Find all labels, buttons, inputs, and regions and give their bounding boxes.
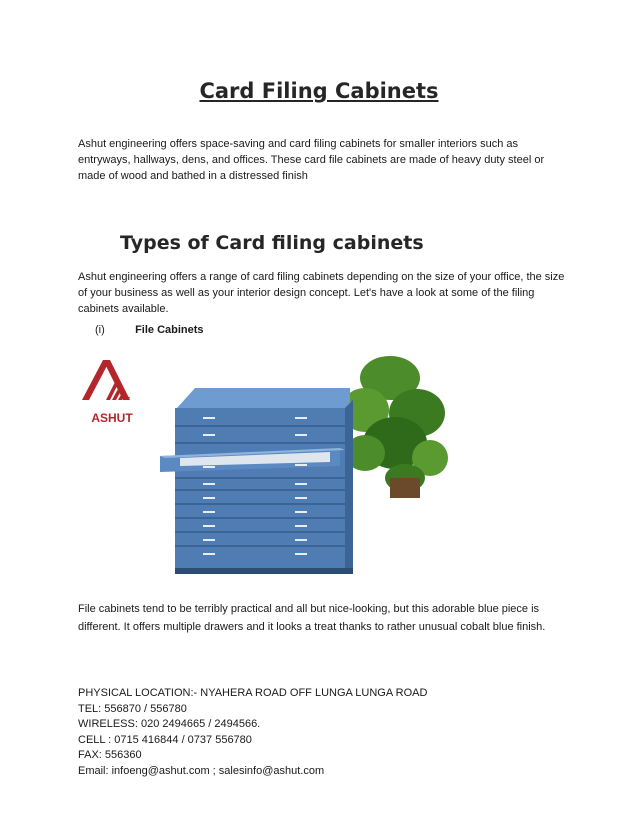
- contact-cell: CELL : 0715 416844 / 0737 556780: [78, 733, 252, 746]
- plant-icon: [341, 356, 448, 498]
- page-title: Card Filing Cabinets: [199, 79, 439, 103]
- contact-fax: FAX: 556360: [78, 749, 142, 762]
- contact-email[interactable]: Email: infoeng@ashut.com ; salesinfo@ashut.com: [78, 764, 325, 777]
- intro-paragraph: Ashut engineering offers space-saving and card filing cabinets for smaller interiors such as entryways, hallways, dens, and offices. These card file cabinets are made of heavy duty steel or made of wood and bathed in a distressed finish: [78, 138, 545, 182]
- contact-location: PHYSICAL LOCATION:- NYAHERA ROAD OFF LUNGA LUNGA ROAD: [78, 687, 428, 699]
- list-number: (i): [95, 324, 105, 336]
- list-label: File Cabinets: [135, 324, 204, 336]
- ashut-logo: [78, 356, 148, 428]
- contact-tel: TEL: 556870 / 556780: [78, 702, 187, 715]
- file-cabinet-image: [155, 338, 455, 598]
- contact-block: [78, 686, 427, 780]
- types-intro-paragraph: Ashut engineering offers a range of card filing cabinets depending on the size of your office, the size of your business as well as your interior design concept. Let's have a look at some of the filing cabinets available.: [78, 271, 565, 315]
- contact-wireless: WIRELESS: 020 2494665 / 2494566.: [78, 718, 261, 731]
- logo-text: ASHUT: [91, 411, 133, 425]
- cabinet-icon: [160, 388, 353, 574]
- file-cabinets-description: File cabinets tend to be terribly practical and all but nice-looking, but this adorable blue piece is different. It offers multiple drawers and it looks a treat thanks to rather unusual cobalt blue finish.: [78, 603, 546, 633]
- logo-mark: [82, 360, 130, 400]
- types-heading: Types of Card filing cabinets: [120, 232, 424, 254]
- list-item-file-cabinets: [95, 324, 204, 336]
